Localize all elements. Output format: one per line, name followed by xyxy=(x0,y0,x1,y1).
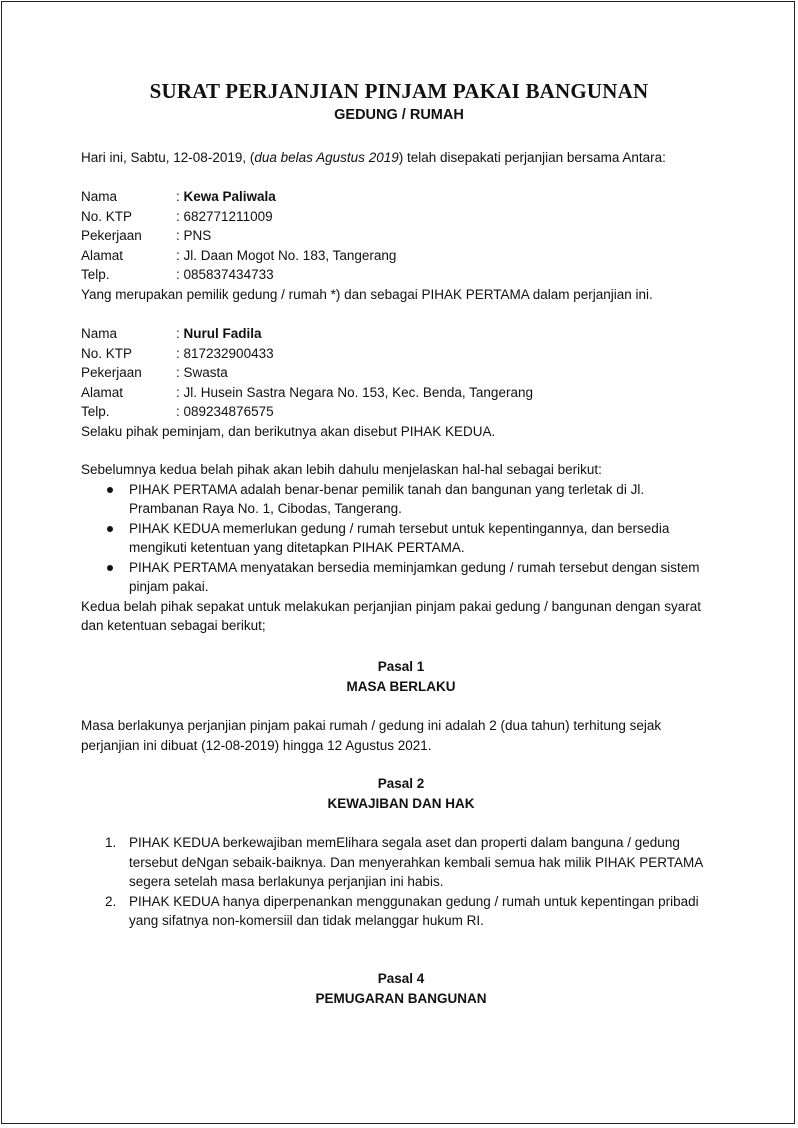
pasal-2-list-block xyxy=(81,833,721,931)
list-item: 2. PIHAK KEDUA hanya diperpenankan menggunakan gedung / rumah untuk kepentingan pribadi yang sifatnya non-komersiil dan tidak melanggar hukum RI. xyxy=(105,893,699,928)
preamble-block xyxy=(81,460,717,636)
party1-phone-row: Telp. : 085837434733 xyxy=(81,267,274,282)
party2-name: Nurul Fadila xyxy=(183,326,262,341)
pasal-1-body: Masa berlakunya perjanjian pinjam pakai rumah / gedung ini adalah 2 (dua tahun) terhitung sejak perjanjian ini dibuat (12-08-2019) hingga 12 Agustus 2021. xyxy=(81,718,662,753)
pasal-2-number: Pasal 2 xyxy=(377,776,425,791)
list-item: PIHAK PERTAMA adalah benar-benar pemilik tanah dan bangunan yang terletak di Jl. Prambanan Raya No. 1, Cibodas, Tangerang. xyxy=(81,480,717,519)
party2-address-row: Alamat : Jl. Husein Sastra Negara No. 153, Kec. Benda, Tangerang xyxy=(81,384,533,400)
party2-name-row: Nama : Nurul Fadila xyxy=(81,326,262,341)
party1-address-row: Alamat : Jl. Daan Mogot No. 183, Tangerang xyxy=(81,247,397,263)
pasal-1-heading xyxy=(81,657,721,696)
document-page xyxy=(1,1,795,1124)
party2-note: Selaku pihak peminjam, dan berikutnya akan disebut PIHAK KEDUA. xyxy=(81,423,496,439)
preamble-lead: Sebelumnya kedua belah pihak akan lebih dahulu menjelaskan hal-hal sebagai berikut: xyxy=(81,462,602,477)
party1-job-row: Pekerjaan : PNS xyxy=(81,228,212,243)
list-item: 1. PIHAK KEDUA berkewajiban memElihara segala aset dan properti dalam banguna / gedung tersebut deNgan sebaik-baiknya. Dan menyerahkan kembali semua hak milik PIHAK PERTAMA segera setelah masa berlakunya perjanjian ini habis. xyxy=(105,835,703,889)
pasal-2-numbered-list xyxy=(81,833,721,931)
pasal-1-title: MASA BERLAKU xyxy=(346,678,456,694)
party1-ktp-row: No. KTP : 682771211009 xyxy=(81,208,273,224)
party2-phone-row: Telp. : 089234876575 xyxy=(81,404,274,419)
document-subtitle: GEDUNG / RUMAH xyxy=(334,107,464,123)
pasal-2-title: KEWAJIBAN DAN HAK xyxy=(327,795,475,811)
party1-name: Kewa Paliwala xyxy=(183,189,276,204)
party-first-block xyxy=(81,187,731,304)
preamble-bullet-list xyxy=(81,480,717,597)
preamble-closing: Kedua belah pihak sepakat untuk melakukan perjanjian pinjam pakai gedung / bangunan dengan syarat dan ketentuan sebagai berikut; xyxy=(81,598,701,633)
list-item: PIHAK PERTAMA menyatakan bersedia meminjamkan gedung / rumah tersebut dengan sistem pinjam pakai. xyxy=(81,558,717,597)
pasal-1-number: Pasal 1 xyxy=(377,659,425,674)
pasal-4-number: Pasal 4 xyxy=(377,971,425,986)
pasal-4-title: PEMUGARAN BANGUNAN xyxy=(315,990,487,1006)
party-second-block xyxy=(81,324,731,441)
party1-note: Yang merupakan pemilik gedung / rumah *) dan sebagai PIHAK PERTAMA dalam perjanjian ini. xyxy=(81,286,653,302)
party2-ktp-row: No. KTP : 817232900433 xyxy=(81,345,274,361)
pasal-4-heading xyxy=(81,969,721,1008)
party2-job-row: Pekerjaan : Swasta xyxy=(81,365,228,380)
list-item: PIHAK KEDUA memerlukan gedung / rumah tersebut untuk kepentingannya, dan bersedia mengikuti ketentuan yang ditetapkan PIHAK PERTAMA. xyxy=(81,519,717,558)
document-title: SURAT PERJANJIAN PINJAM PAKAI BANGUNAN xyxy=(149,79,649,103)
intro-paragraph: Hari ini, Sabtu, 12-08-2019, (dua belas Agustus 2019) telah disepakati perjanjian bersama Antara: xyxy=(81,150,666,165)
pasal-2-heading xyxy=(81,774,721,813)
party1-name-row: Nama : Kewa Paliwala xyxy=(81,189,276,204)
